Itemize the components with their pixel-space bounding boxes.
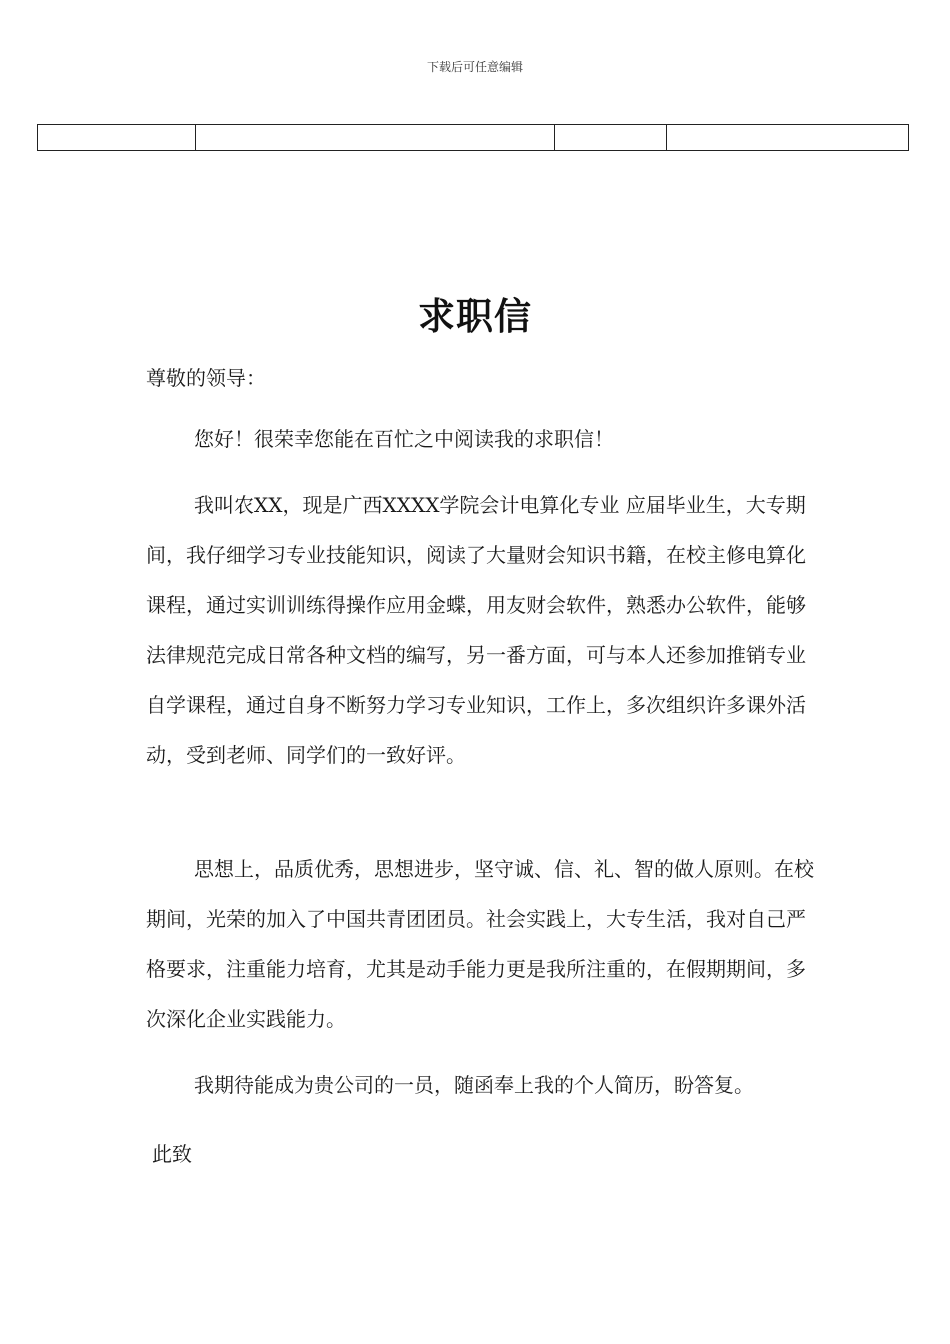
salutation: 尊敬的领导： xyxy=(146,366,266,390)
intro-text-start: 我叫农XX，现是广西XXXX学院会计电算化专业 xyxy=(194,493,626,517)
letter-title: 求职信 xyxy=(418,295,532,338)
header-note: 下载后可任意编辑 xyxy=(426,60,523,74)
closing-phrase: 此致 xyxy=(152,1142,192,1166)
paragraph-introduction xyxy=(146,480,818,780)
header-cell-3 xyxy=(555,125,667,151)
header-table xyxy=(37,124,909,151)
paragraph-character: 思想上，品质优秀，思想进步，坚守诚、信、礼、智的做人原则。在校期间，光荣的加入了中国共青团团员。社会实践上，大专生活，我对自己严格要求，注重能力培育，尤其是动手能力更是我所注重的，在假期期间，多次深化企业实践能力。 xyxy=(146,857,814,1031)
header-cell-2 xyxy=(196,125,555,151)
paragraph-expectation: 我期待能成为贵公司的一员，随函奉上我的个人简历，盼答复。 xyxy=(194,1073,754,1097)
intro-highlight: 应届毕业生 xyxy=(625,493,726,517)
intro-text-rest: ，大专期间，我仔细学习专业技能知识，阅读了大量财会知识书籍，在校主修电算化课程，通过实训训练得操作应用金蝶，用友财会软件，熟悉办公软件，能够法律规范完成日常各种文档的编写，另一番方面，可与本人还参加推销专业自学课程，通过自身不断努力学习专业知识，工作上，多次组织许多课外活动，受到老师、同学们的一致好评。 xyxy=(146,493,806,767)
header-cell-4 xyxy=(667,125,909,151)
header-table-row xyxy=(38,125,909,151)
paragraph-greeting: 您好！很荣幸您能在百忙之中阅读我的求职信！ xyxy=(194,427,614,451)
header-cell-1 xyxy=(38,125,196,151)
